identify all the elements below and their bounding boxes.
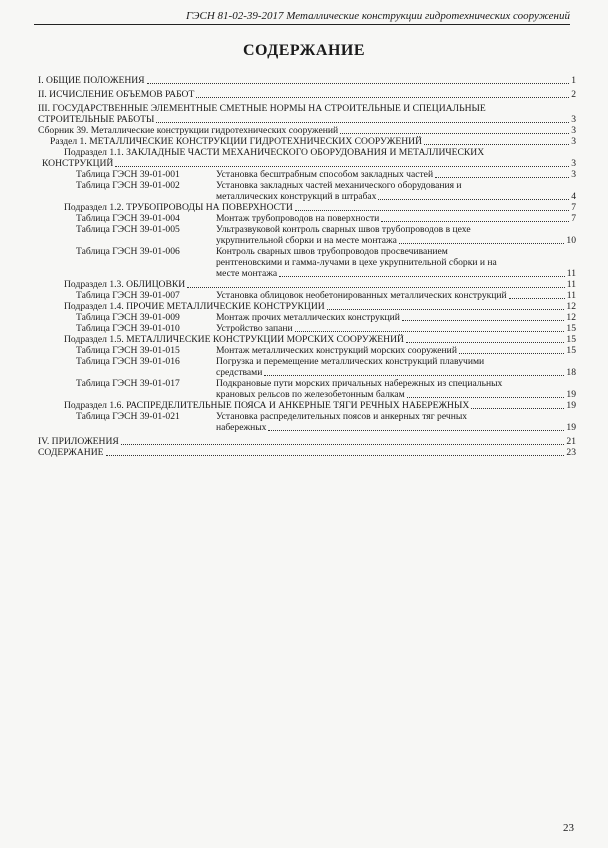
toc-page-number: 7 <box>571 213 576 224</box>
running-header: ГЭСН 81-02-39-2017 Металлические конструкции гидротехнических сооружений <box>34 10 570 25</box>
page-title: СОДЕРЖАНИЕ <box>242 42 366 59</box>
toc-entry-state-norms[interactable]: III. ГОСУДАРСТВЕННЫЕ ЭЛЕМЕНТНЫЕ СМЕТНЫЕ НОРМЫ НА СТРОИТЕЛЬНЫЕ И СПЕЦИАЛЬНЫЕ СТРОИТЕЛЬНЫЕ РАБОТЫ 3 <box>38 103 576 125</box>
toc-page-number: 10 <box>566 235 576 246</box>
toc-page-number: 3 <box>571 125 576 136</box>
toc-table-39-01-016[interactable]: Таблица ГЭСН 39-01-016 Погрузка и перемещение металлических конструкций плавучими средствами 18 <box>76 356 576 378</box>
toc-entry-subsection-1-6[interactable]: Подраздел 1.6. РАСПРЕДЕЛИТЕЛЬНЫЕ ПОЯСА И АНКЕРНЫЕ ТЯГИ РЕЧНЫХ НАБЕРЕЖНЫХ 19 <box>64 400 576 411</box>
toc-table-39-01-005[interactable]: Таблица ГЭСН 39-01-005 Ультразвуковой контроль сварных швов трубопроводов в цехе укрупнительной сборки и на месте монтажа 10 <box>76 224 576 246</box>
toc-page-number: 21 <box>566 436 576 447</box>
toc-table-39-01-015[interactable]: Таблица ГЭСН 39-01-015 Монтаж металлических конструкций морских сооружений 15 <box>76 345 576 356</box>
toc-table-39-01-002[interactable]: Таблица ГЭСН 39-01-002 Установка закладных частей механического оборудования и металлических конструкций в штрабах 4 <box>76 180 576 202</box>
table-of-contents <box>38 75 576 458</box>
toc-table-39-01-009[interactable]: Таблица ГЭСН 39-01-009 Монтаж прочих металлических конструкций 12 <box>76 312 576 323</box>
toc-page-number: 15 <box>566 334 576 345</box>
toc-page-number: 3 <box>571 169 576 180</box>
toc-page-number: 15 <box>566 323 576 334</box>
toc-page-number: 11 <box>566 290 576 301</box>
toc-page-number: 1 <box>571 75 576 86</box>
toc-page-number: 12 <box>566 301 576 312</box>
toc-page-number: 11 <box>566 268 576 279</box>
toc-page-number: 3 <box>571 136 576 147</box>
toc-table-39-01-017[interactable]: Таблица ГЭСН 39-01-017 Подкрановые пути морских причальных набережных из специальных крановых рельсов по железобетонным балкам 19 <box>76 378 576 400</box>
toc-entry-subsection-1-1-cont[interactable]: КОНСТРУКЦИЙ 3 <box>42 158 576 169</box>
toc-entry-volume-calculation[interactable]: II. ИСЧИСЛЕНИЕ ОБЪЕМОВ РАБОТ 2 <box>38 89 576 100</box>
toc-entry-subsection-1-5[interactable]: Подраздел 1.5. МЕТАЛЛИЧЕСКИЕ КОНСТРУКЦИИ МОРСКИХ СООРУЖЕНИЙ 15 <box>64 334 576 345</box>
toc-table-39-01-010[interactable]: Таблица ГЭСН 39-01-010 Устройство запани 15 <box>76 323 576 334</box>
toc-page-number: 19 <box>566 422 576 433</box>
toc-page-number: 3 <box>571 114 576 125</box>
page-number: 23 <box>563 822 574 834</box>
toc-entry-collection-39[interactable]: Сборник 39. Металлические конструкции гидротехнических сооружений 3 <box>38 125 576 136</box>
toc-entry-general-provisions[interactable]: I. ОБЩИЕ ПОЛОЖЕНИЯ 1 <box>38 75 576 86</box>
toc-entry-subsection-1-4[interactable]: Подраздел 1.4. ПРОЧИЕ МЕТАЛЛИЧЕСКИЕ КОНСТРУКЦИИ 12 <box>64 301 576 312</box>
toc-table-39-01-001[interactable]: Таблица ГЭСН 39-01-001 Установка бесштрабным способом закладных частей 3 <box>76 169 576 180</box>
toc-page-number: 7 <box>571 202 576 213</box>
toc-page-number: 23 <box>566 447 576 458</box>
toc-page-number: 4 <box>571 191 576 202</box>
toc-page-number: 15 <box>566 345 576 356</box>
toc-page-number: 11 <box>566 279 576 290</box>
toc-page-number: 12 <box>566 312 576 323</box>
toc-table-39-01-006[interactable]: Таблица ГЭСН 39-01-006 Контроль сварных швов трубопроводов просвечиванием рентгеновскими и гамма-лучами в цехе укрупнительной сборки и на месте монтажа 11 <box>76 246 576 279</box>
toc-table-39-01-004[interactable]: Таблица ГЭСН 39-01-004 Монтаж трубопроводов на поверхности 7 <box>76 213 576 224</box>
toc-entry-subsection-1-2[interactable]: Подраздел 1.2. ТРУБОПРОВОДЫ НА ПОВЕРХНОСТИ 7 <box>64 202 576 213</box>
toc-page-number: 2 <box>571 89 576 100</box>
toc-entry-section-1[interactable]: Раздел 1. МЕТАЛЛИЧЕСКИЕ КОНСТРУКЦИИ ГИДРОТЕХНИЧЕСКИХ СООРУЖЕНИЙ 3 <box>50 136 576 147</box>
toc-page-number: 19 <box>566 400 576 411</box>
toc-page-number: 18 <box>566 367 576 378</box>
toc-page-number: 19 <box>566 389 576 400</box>
toc-entry-contents[interactable]: СОДЕРЖАНИЕ 23 <box>38 447 576 458</box>
toc-table-39-01-021[interactable]: Таблица ГЭСН 39-01-021 Установка распределительных поясов и анкерных тяг речных набережных 19 <box>76 411 576 433</box>
toc-entry-subsection-1-3[interactable]: Подраздел 1.3. ОБЛИЦОВКИ 11 <box>64 279 576 290</box>
toc-table-39-01-007[interactable]: Таблица ГЭСН 39-01-007 Установка облицовок необетонированных металлических конструкций 11 <box>76 290 576 301</box>
toc-entry-appendices[interactable]: IV. ПРИЛОЖЕНИЯ 21 <box>38 436 576 447</box>
toc-page-number: 3 <box>571 158 576 169</box>
toc-entry-subsection-1-1[interactable]: Подраздел 1.1. ЗАКЛАДНЫЕ ЧАСТИ МЕХАНИЧЕСКОГО ОБОРУДОВАНИЯ И МЕТАЛЛИЧЕСКИХ <box>64 147 485 158</box>
